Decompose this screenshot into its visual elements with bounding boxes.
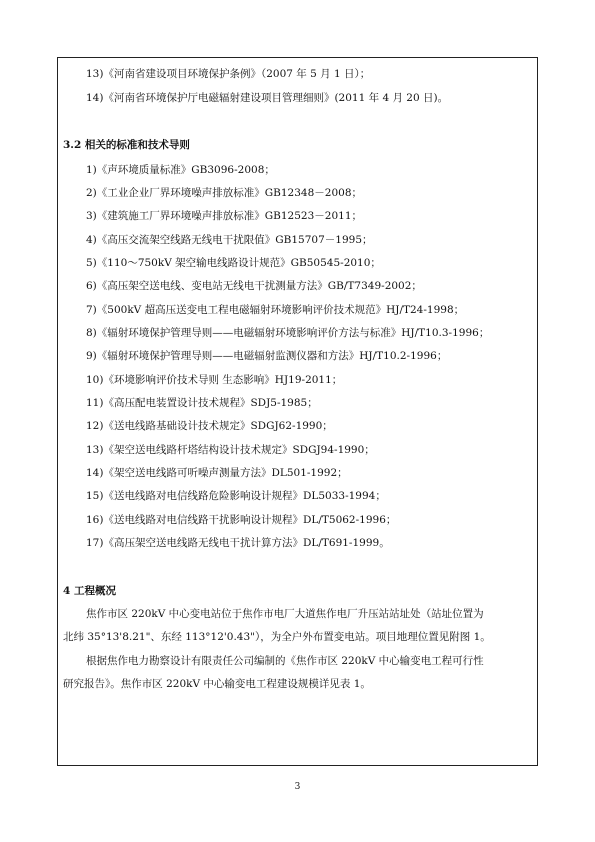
project-paragraph-2-line-1: 根据焦作电力勘察设计有限责任公司编制的《焦作市区 220kV 中心输变电工程可行性 bbox=[86, 655, 484, 667]
law-item-14: 14)《河南省环境保护厅电磁辐射建设项目管理细则》(2011 年 4 月 20 日)。 bbox=[86, 92, 449, 104]
standard-item-10: 10)《环境影响评价技术导则 生态影响》HJ19-2011； bbox=[86, 374, 343, 386]
standard-item-7: 7)《500kV 超高压送变电工程电磁辐射环境影响评价技术规范》HJ/T24-1998； bbox=[86, 304, 465, 316]
standard-item-15: 15)《送电线路对电信线路危险影响设计规程》DL5033-1994； bbox=[86, 490, 386, 502]
standard-item-6: 6)《高压架空送电线、变电站无线电干扰测量方法》GB/T7349-2002； bbox=[86, 280, 422, 292]
standard-item-1: 1)《声环境质量标准》GB3096-2008； bbox=[86, 164, 275, 176]
standard-item-16: 16)《送电线路对电信线路干扰影响设计规程》DL/T5062-1996； bbox=[86, 514, 397, 526]
standard-item-14: 14)《架空送电线路可听噪声测量方法》DL501-1992； bbox=[86, 467, 348, 479]
standard-item-5: 5)《110～750kV 架空输电线路设计规范》GB50545-2010； bbox=[86, 257, 381, 269]
standard-item-4: 4)《高压交流架空线路无线电干扰限值》GB15707－1995； bbox=[86, 234, 373, 246]
standard-item-2: 2)《工业企业厂界环境噪声排放标准》GB12348－2008； bbox=[86, 187, 363, 199]
standard-item-11: 11)《高压配电装置设计技术规程》SDJ5-1985； bbox=[86, 397, 318, 409]
law-item-13: 13)《河南省建设项目环境保护条例》（2007 年 5 月 1 日）； bbox=[86, 68, 371, 80]
standard-item-8: 8)《辐射环境保护管理导则——电磁辐射环境影响评价方法与标准》HJ/T10.3-1996； bbox=[86, 327, 490, 339]
project-paragraph-1-line-2: 北纬 35°13'8.21"、东经 113°12'0.43"），为全户外布置变电站。项目地理位置见附图 1。 bbox=[63, 631, 491, 643]
standard-item-9: 9)《辐射环境保护管理导则——电磁辐射监测仪器和方法》HJ/T10.2-1996； bbox=[86, 350, 448, 362]
standard-item-12: 12)《送电线路基础设计技术规定》SDGJ62-1990； bbox=[86, 420, 333, 432]
standard-item-13: 13)《架空送电线路杆塔结构设计技术规定》SDGJ94-1990； bbox=[86, 444, 375, 456]
standard-item-17: 17)《高压架空送电线路无线电干扰计算方法》DL/T691-1999。 bbox=[86, 537, 390, 549]
project-paragraph-1-line-1: 焦作市区 220kV 中心变电站位于焦作市电厂大道焦作电厂升压站站址处（站址位置为 bbox=[86, 608, 484, 620]
page-number: 3 bbox=[294, 782, 301, 792]
standard-item-3: 3)《建筑施工厂界环境噪声排放标准》GB12523－2011； bbox=[86, 210, 363, 222]
section-3-2-heading: 3.2 相关的标准和技术导则 bbox=[63, 139, 190, 151]
section-4-heading: 4 工程概况 bbox=[63, 585, 116, 597]
project-paragraph-2-line-2: 研究报告》。焦作市区 220kV 中心输变电工程建设规模详见表 1。 bbox=[63, 678, 371, 690]
